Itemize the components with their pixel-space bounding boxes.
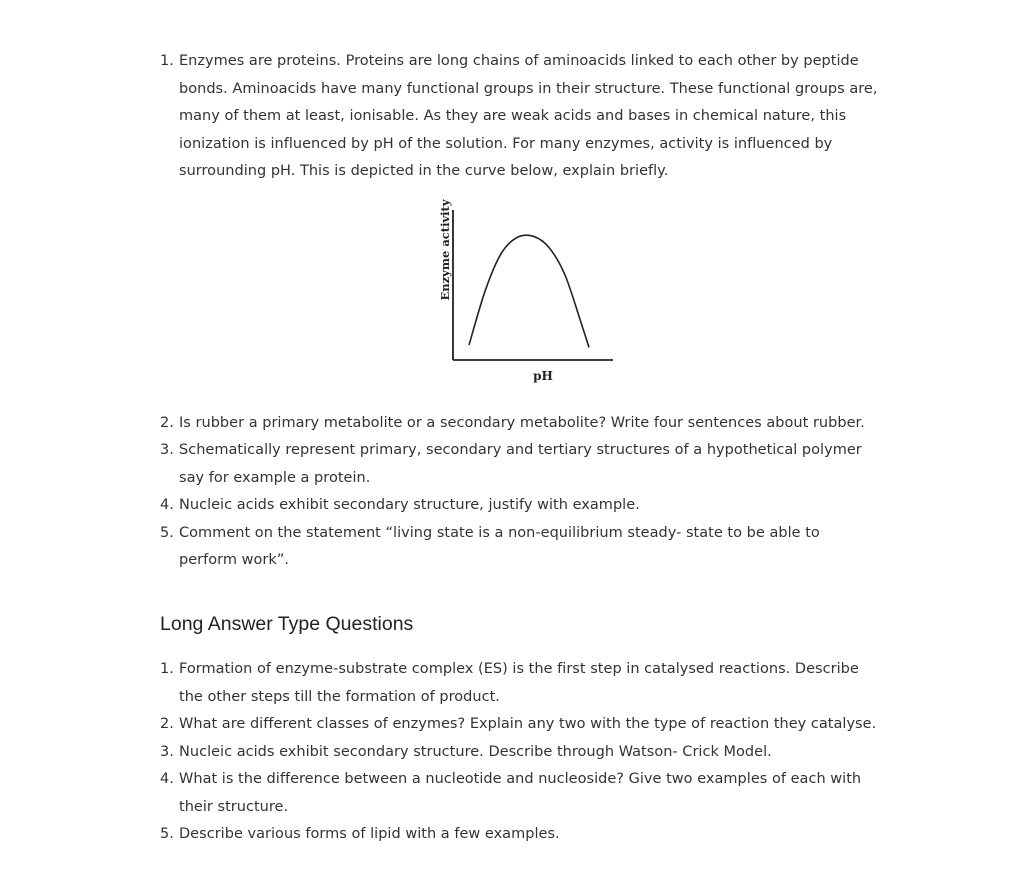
long-question-list [160,656,880,849]
question-number: 4. [160,771,174,787]
question-number: 1. [160,661,174,677]
question-text: Schematically represent primary, secondary and tertiary structures of a hypothetical polymer say for example a protein. [179,442,862,486]
question-item [160,821,880,849]
question-number: 5. [160,524,174,541]
enzyme-activity-figure [160,190,880,410]
question-item [160,410,880,438]
question-number: 3. [160,743,174,760]
chart-series [469,235,589,347]
question-item [160,520,880,575]
question-text: Formation of enzyme-substrate complex (ES) is the first step in catalysed reactions. Describe the other steps till the formation of product. [179,661,859,705]
question-number: 5. [160,826,174,842]
question-number: 4. [160,497,174,513]
enzyme-activity-ph-chart [430,190,630,390]
question-item [160,48,880,186]
question-text: Nucleic acids exhibit secondary structure. Describe through Watson- Crick Model. [179,743,772,760]
short-question-list-part1 [160,48,880,186]
question-number: 3. [160,442,174,458]
question-item [160,766,880,821]
document-body [160,48,880,575]
question-text: Is rubber a primary metabolite or a secondary metabolite? Write four sentences about rubber. [179,414,865,431]
question-text: Describe various forms of lipid with a few examples. [179,826,560,842]
question-item [160,437,880,492]
x-axis-label: pH [533,368,553,383]
question-text: What are different classes of enzymes? Explain any two with the type of reaction they catalyse. [179,716,877,732]
question-item [160,739,880,767]
question-text: Enzymes are proteins. Proteins are long chains of aminoacids linked to each other by peptide bonds. Aminoacids have many functional groups in their structure. These functional groups are, many of them at least, ionisable. As they are weak acids and bases in chemical nature, this ionization is influenced by pH of the solution. For many enzymes, activity is influenced by surrounding pH. This is depicted in the curve below, explain briefly. [179,53,878,179]
question-item [160,711,880,739]
y-axis-label: Enzyme activity [438,198,452,301]
question-text: What is the difference between a nucleotide and nucleoside? Give two examples of each with their structure. [179,771,862,815]
section-heading-long-answer: Long Answer Type Questions [160,613,414,635]
question-item [160,656,880,711]
question-number: 2. [160,414,174,431]
chart-axes [453,210,613,360]
question-text: Comment on the statement “living state is a non-equilibrium steady- state to be able to perform work”. [179,524,820,568]
enzyme-activity-curve [469,235,589,347]
question-text: Nucleic acids exhibit secondary structure, justify with example. [179,497,640,513]
question-item [160,492,880,520]
question-number: 2. [160,716,174,732]
question-number: 1. [160,53,174,69]
short-question-list-part2 [160,410,880,575]
